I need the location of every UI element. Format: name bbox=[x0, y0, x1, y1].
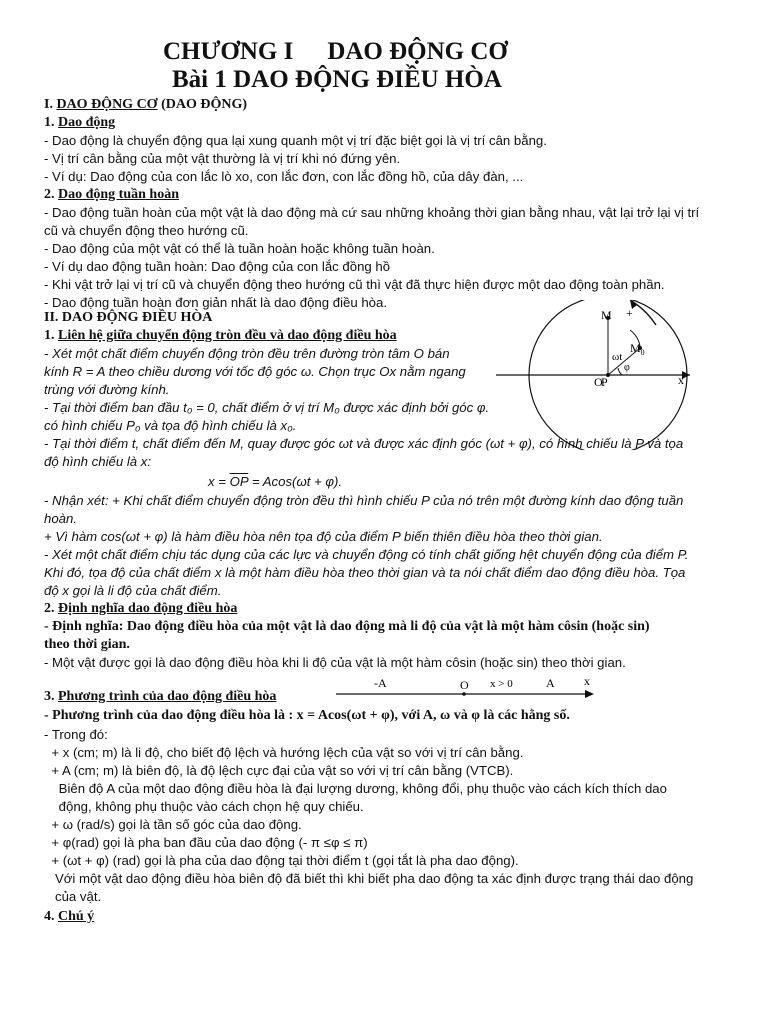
subheading-number: 1. bbox=[44, 328, 58, 343]
axis-figure bbox=[326, 672, 616, 702]
chapter-name: DAO ĐỘNG CƠ bbox=[327, 38, 508, 65]
definition-line: - Định nghĩa: Dao động điều hòa của một vật là dao động mà li độ của vật là một hàm côsin (hoặc sin) bbox=[44, 619, 650, 634]
paragraph-line: - Dao động là chuyển động qua lại xung quanh một vị trí đặc biệt gọi là vị trí cân bằng. bbox=[44, 133, 547, 148]
paragraph-line: - Dao động tuần hoàn đơn giản nhất là dao động điều hòa. bbox=[44, 295, 388, 310]
paragraph-line: + (ωt + φ) (rad) gọi là pha của dao động tại thời điểm t (gọi tắt là pha dao động). bbox=[44, 853, 519, 868]
paragraph-line: - Vị trí cân bằng của một vật thường là vị trí khi nó đứng yên. bbox=[44, 151, 401, 166]
definition-line: theo thời gian. bbox=[44, 637, 130, 652]
label-m0: $M_0$ bbox=[630, 341, 645, 357]
subheading-number: 3. bbox=[44, 689, 58, 704]
paragraph-line: cũ và chuyển động theo hướng cũ. bbox=[44, 223, 249, 238]
paragraph-line: + A (cm; m) là biên độ, là độ lệch cực đại của vật so với vị trí cân bằng (VTCB). bbox=[44, 763, 514, 778]
paragraph-line: trùng với đường kính. bbox=[44, 382, 170, 397]
label-o: O bbox=[460, 678, 469, 692]
subheading-text: Chú ý bbox=[58, 909, 95, 924]
label-a: A bbox=[546, 676, 555, 690]
paragraph-line: hoàn. bbox=[44, 511, 78, 526]
paragraph-line: - Ví dụ dao động tuần hoàn: Dao động của con lắc đồng hồ bbox=[44, 259, 391, 274]
section-heading-suffix: (DAO ĐỘNG) bbox=[157, 97, 248, 112]
paragraph-line: có hình chiếu P₀ và tọa độ hình chiếu là x₀. bbox=[44, 418, 297, 433]
paragraph-line: - Dao động của một vật có thể là tuần hoàn hoặc không tuần hoàn. bbox=[44, 241, 435, 256]
axis-origin bbox=[462, 692, 466, 696]
formula-line bbox=[208, 473, 342, 491]
circle-figure bbox=[490, 300, 730, 450]
paragraph-line: Với một vật dao động điều hòa biên độ đã biết thì khi biết pha dao động ta xác định được trạng thái dao động bbox=[44, 871, 694, 886]
subheading-text: Dao động tuần hoàn bbox=[58, 187, 179, 202]
lesson-title: Bài 1 DAO ĐỘNG ĐIỀU HÒA bbox=[172, 66, 502, 93]
label-plus: + bbox=[626, 306, 633, 320]
paragraph-line: + x (cm; m) là li độ, cho biết độ lệch và hướng lệch của vật so với vị trí cân bằng. bbox=[44, 745, 524, 760]
phi-arc bbox=[618, 368, 622, 375]
section-heading-text: DAO ĐỘNG CƠ bbox=[56, 97, 158, 112]
section-heading-2: II. DAO ĐỘNG ĐIỀU HÒA bbox=[44, 310, 213, 325]
paragraph-line: động, không phụ thuộc vào cách chọn hệ quy chiếu. bbox=[44, 799, 364, 814]
label-x: x bbox=[678, 373, 684, 387]
label-m: M bbox=[601, 308, 612, 322]
subheading-1-2 bbox=[44, 186, 179, 204]
paragraph-line: - Trong đó: bbox=[44, 727, 108, 742]
paragraph-line: độ hình chiếu là x: bbox=[44, 454, 152, 469]
paragraph-line: - Tại thời điểm ban đầu t₀ = 0, chất điểm ở vị trí M₀ được xác định bởi góc φ. bbox=[44, 400, 490, 415]
subheading-2-1 bbox=[44, 327, 397, 345]
label-o: O bbox=[594, 375, 603, 389]
paragraph-line: - Khi vật trở lại vị trí cũ và chuyển động theo hướng cũ thì vật đã thực hiện được một dao động toàn phần. bbox=[44, 277, 665, 292]
paragraph-line: độ x gọi là li độ của chất điểm. bbox=[44, 583, 222, 598]
subheading-number: 2. bbox=[44, 187, 58, 202]
formula-vector: $\overline{OP}$ bbox=[229, 474, 249, 489]
subheading-2-2 bbox=[44, 600, 237, 618]
paragraph-line: - Tại thời điểm t, chất điểm đến M, quay được góc ωt và được xác định góc (ωt + φ), có hình chiếu là P và tọa bbox=[44, 436, 684, 451]
paragraph-line: Biên độ A của một dao động điều hòa là đại lượng dương, không đổi, phụ thuộc vào cách kích thích dao bbox=[44, 781, 667, 796]
subheading-text: Dao động bbox=[58, 115, 116, 130]
paragraph-line: - Xét một chất điểm chuyển động tròn đều trên đường tròn tâm O bán bbox=[44, 346, 450, 361]
label-x: x bbox=[584, 674, 590, 688]
subheading-text: Liên hệ giữa chuyển động tròn đều và dao động điều hòa bbox=[58, 328, 397, 343]
label-minus-a: -A bbox=[374, 676, 387, 690]
subheading-number: 1. bbox=[44, 115, 58, 130]
paragraph-line: + φ(rad) gọi là pha ban đầu của dao động (- π ≤φ ≤ π) bbox=[44, 835, 368, 850]
subheading-text: Phương trình của dao động điều hòa bbox=[58, 689, 277, 704]
chapter-label: CHƯƠNG I bbox=[163, 38, 294, 65]
paragraph-line: của vật. bbox=[44, 889, 102, 904]
axis-arrow bbox=[585, 690, 594, 698]
subheading-number: 2. bbox=[44, 601, 58, 616]
paragraph-line: - Một vật được gọi là dao động điều hòa khi li độ của vật là một hàm côsin (hoặc sin) theo thời gian. bbox=[44, 655, 626, 670]
paragraph-line: - Nhận xét: + Khi chất điểm chuyển động tròn đều thì hình chiếu P của nó trên một đường kính dao động tuần bbox=[44, 493, 684, 508]
paragraph-line: + Vì hàm cos(ωt + φ) là hàm điều hòa nên tọa độ của điểm P biến thiên điều hòa theo thời gian. bbox=[44, 529, 603, 544]
subheading-2-3 bbox=[44, 688, 276, 706]
formula-left: x = bbox=[208, 474, 230, 489]
label-x-positive: x > 0 bbox=[490, 678, 513, 690]
subheading-text: Định nghĩa dao động điều hòa bbox=[58, 601, 238, 616]
formula-right: = Acos(ωt + φ). bbox=[248, 474, 343, 489]
chapter-title bbox=[163, 38, 508, 66]
subheading-2-4 bbox=[44, 908, 94, 926]
label-p: P bbox=[601, 375, 608, 389]
section-number: I. bbox=[44, 97, 57, 112]
paragraph-line: kính R = A theo chiều dương với tốc độ góc ω. Chọn trục Ox nằm ngang bbox=[44, 364, 466, 379]
paragraph-line: - Ví dụ: Dao động của con lắc lò xo, con lắc đơn, con lắc đồng hồ, của dây đàn, ... bbox=[44, 169, 524, 184]
section-heading-1 bbox=[44, 96, 247, 114]
paragraph-line: Khi đó, tọa độ của chất điểm x là một hàm điều hòa theo thời gian và ta nói chất điểm dao động điều hòa. Tọa bbox=[44, 565, 686, 580]
label-omega-t: ωt bbox=[612, 351, 623, 363]
paragraph-line: - Xét một chất điểm chịu tác dụng của các lực và chuyển động có tính chất giống hệt chuyển động của điểm P. bbox=[44, 547, 689, 562]
subheading-1-1 bbox=[44, 114, 115, 132]
subheading-number: 4. bbox=[44, 909, 58, 924]
paragraph-line: - Dao động tuần hoàn của một vật là dao động mà cứ sau những khoảng thời gian bằng nhau, vật lại trở lại vị trí bbox=[44, 205, 700, 220]
equation-line: - Phương trình của dao động điều hòa là : x = Acos(ωt + φ), với A, ω và φ là các hằng số. bbox=[44, 708, 570, 723]
label-phi: φ bbox=[624, 362, 630, 373]
paragraph-line: + ω (rad/s) gọi là tần số góc của dao động. bbox=[44, 817, 302, 832]
